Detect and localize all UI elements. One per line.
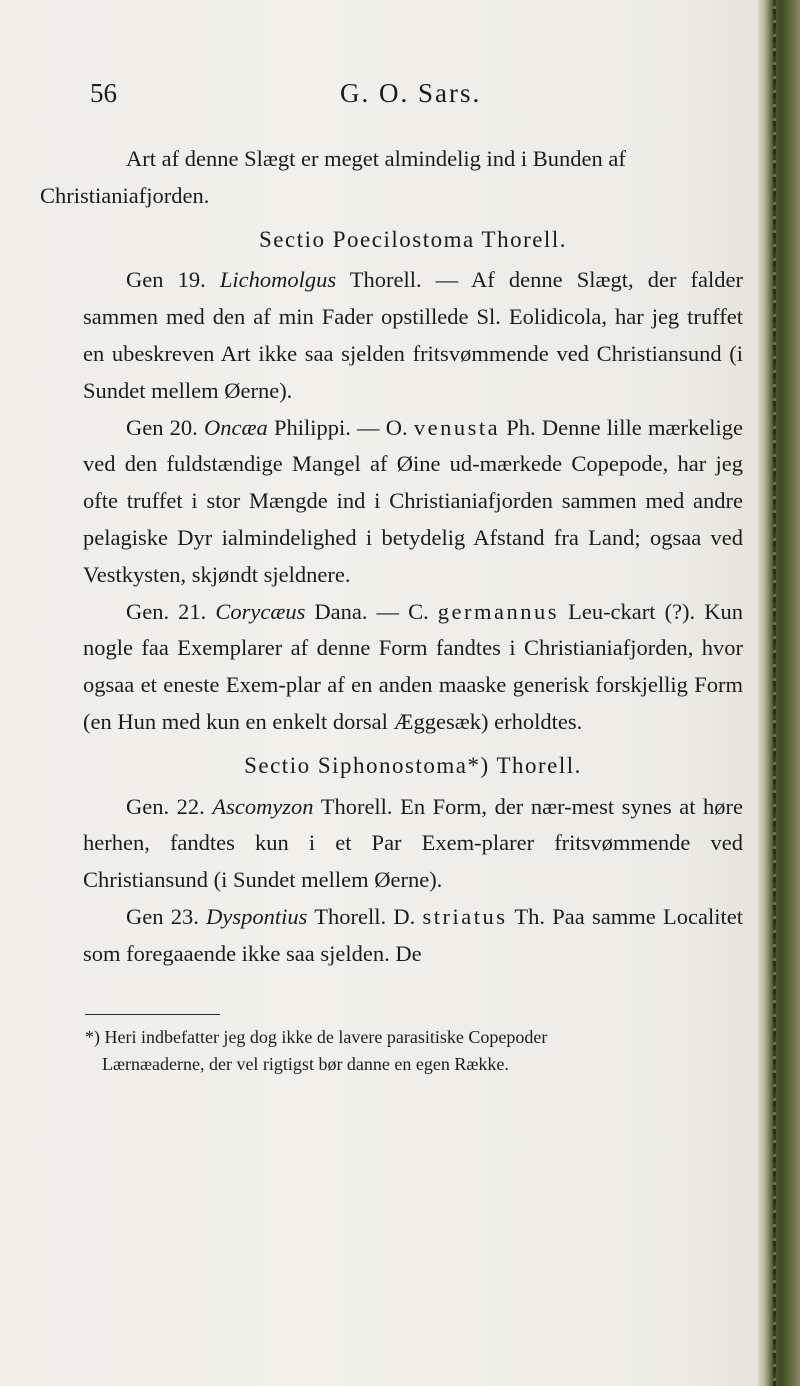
book-edge-texture [773, 0, 776, 1386]
footnote-line1: *) Heri indbefatter jeg dog ikke de lavere parasitiske Copepoder [85, 1027, 548, 1047]
running-head: G. O. Sars. [340, 78, 482, 108]
paragraph-gen-23 [83, 899, 743, 973]
paragraph-intro-line1: Art af denne Slægt er meget almindelig ind i Bunden af [126, 146, 626, 171]
genus-name: Ascomyzon [212, 793, 314, 819]
section-heading-siphonostoma: Sectio Siphonostoma*) Thorell. [244, 752, 582, 778]
paragraph-intro [40, 141, 743, 215]
page-header [90, 78, 740, 118]
species-name: striatus [422, 903, 508, 929]
genus-name: Dyspontius [206, 903, 308, 929]
species-name: venusta [413, 414, 501, 440]
genus-number: Gen. 21. [126, 598, 216, 624]
footnote-line2: Lærnæaderne, der vel rigtigst bør danne en egen Række. [102, 1054, 509, 1074]
body-text [40, 141, 743, 973]
footnote [85, 1024, 745, 1078]
genus-number: Gen 23. [126, 903, 207, 929]
genus-number: Gen 20. [126, 414, 205, 440]
paragraph-text: Dana. — C. [305, 598, 438, 624]
paragraph-text: Ph. Denne lille mærkelige ved den fuldstændige Mangel af Øine ud-mærkede Copepode, har jeg ofte truffet i stor Mængde ind i Christianiafjorden sammen med andre pelagiske Dyr ialmindelighed i betydelig Afstand fra Land; ogsaa ved Vestkysten, skjøndt sjeldnere. [83, 414, 743, 587]
book-edge [758, 0, 800, 1386]
genus-name: Oncæa [204, 414, 268, 440]
paragraph-text: Thorell. D. [307, 903, 423, 929]
genus-number: Gen. 22. [126, 793, 213, 819]
paragraph-intro-line2: Christianiafjorden. [40, 182, 210, 208]
footnote-divider [85, 1014, 220, 1015]
paragraph-text: Thorell. — Af denne Slægt, der falder sammen med den af min Fader opstillede Sl. Eolidicola, har jeg truffet en ubeskreven Art ikke saa sjelden fritsvømmende ved Christiansund (i Sundet mellem Øerne). [83, 267, 743, 403]
page-number: 56 [90, 78, 117, 108]
paragraph-text: Leu-ckart (?). Kun nogle faa Exemplarer af denne Form fandtes i Christianiafjorden, hvor ogsaa et eneste Exem-plar af en anden maaske generisk forskjellig Form (en Hun med kun en enkelt dorsal Æggesæk) erholdtes. [83, 598, 743, 734]
genus-number: Gen 19. [126, 267, 220, 293]
genus-name: Lichomolgus [219, 267, 337, 293]
paragraph-gen-19 [83, 262, 743, 409]
genus-name: Corycæus [215, 598, 306, 624]
paragraph-gen-21 [83, 594, 743, 741]
paragraph-gen-22 [83, 789, 743, 899]
section-heading-poecilostoma: Sectio Poecilostoma Thorell. [259, 226, 567, 252]
paragraph-text: Philippi. — O. [267, 414, 414, 440]
paragraph-text: Thorell. En Form, der nær-mest synes at høre herhen, fandtes kun i et Par Exem-plarer fritsvømmende ved Christiansund (i Sundet mellem Øerne). [83, 793, 743, 893]
species-name: germannus [437, 598, 560, 624]
paragraph-gen-20 [83, 410, 743, 594]
paragraph-text: Th. Paa samme Localitet som foregaaende ikke saa sjelden. De [83, 903, 743, 966]
